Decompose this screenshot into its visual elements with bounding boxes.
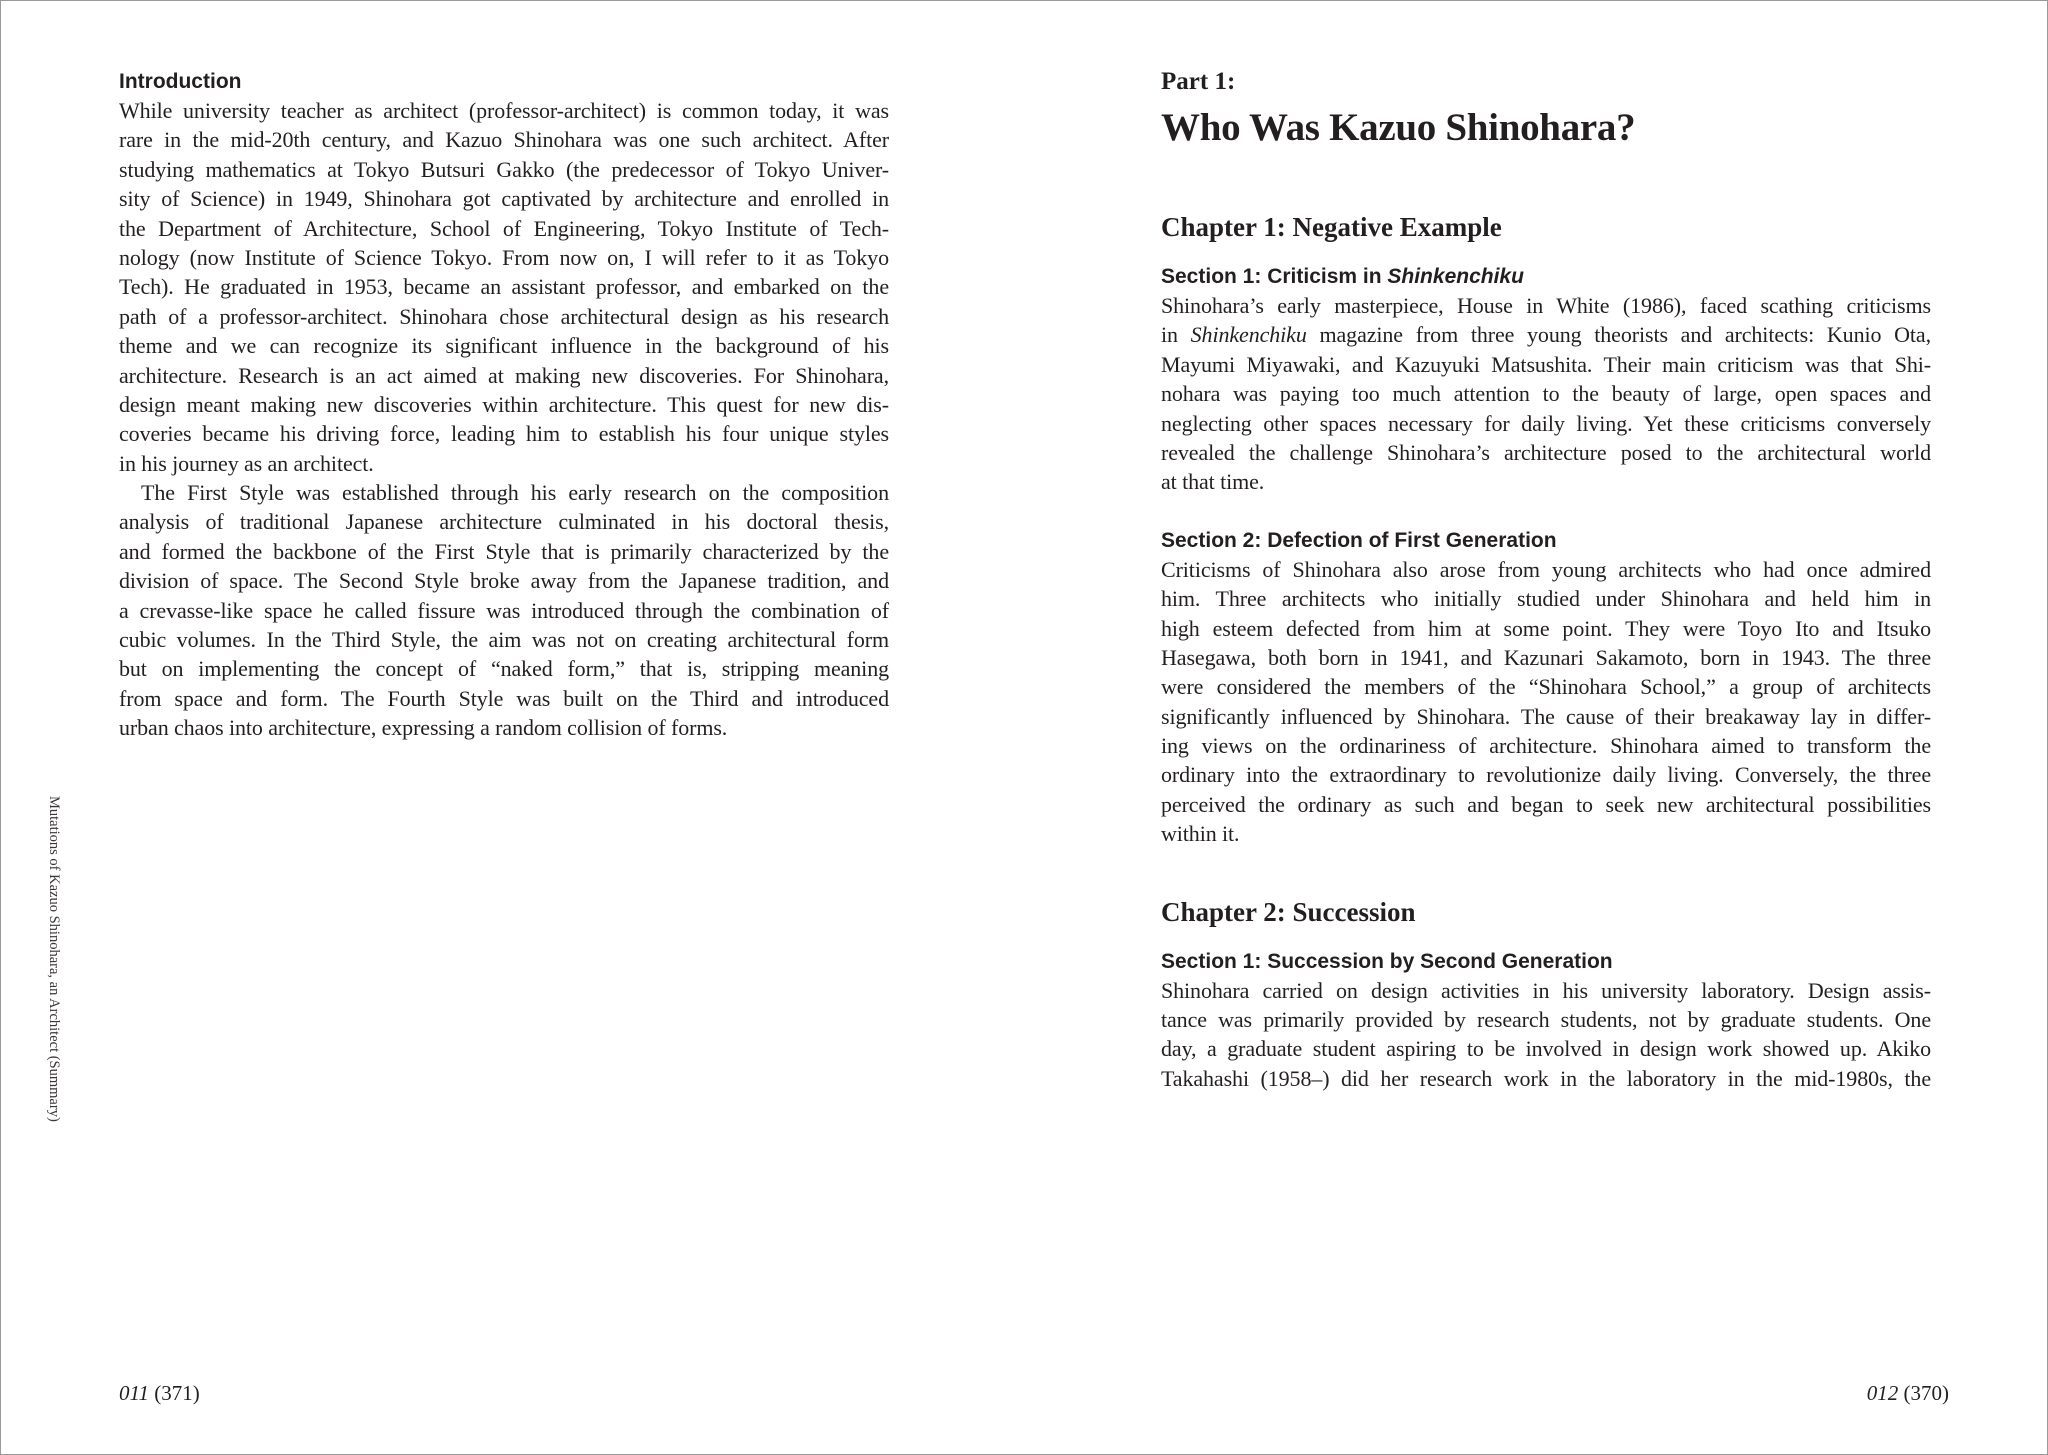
text-line: but on implementing the concept of “naked form,” that is, stripping meaning [119, 656, 889, 682]
left-text-column [119, 67, 889, 743]
text-line: rare in the mid-20th century, and Kazuo Shinohara was one such architect. After [119, 127, 889, 153]
text-line: design meant making new discoveries within architecture. This quest for new dis- [119, 391, 889, 417]
text-line: Shinohara carried on design activities in his university laboratory. Design assis- [1161, 977, 1931, 1003]
right-text-column [1161, 67, 1931, 1093]
text-line: revealed the challenge Shinohara’s architecture posed to the architectural world [1161, 439, 1931, 465]
text-line: While university teacher as architect (professor-architect) is common today, it was [119, 98, 889, 123]
section-title-text: Section 1: Succession by Second Generation [1161, 949, 1613, 973]
introduction-heading: Introduction [119, 70, 242, 93]
running-title: Mutations of Kazuo Shinohara, an Architect (Summary) [46, 796, 62, 1122]
text-line: cubic volumes. In the Third Style, the aim was not on creating architectural form [119, 627, 889, 653]
text-line: urban chaos into architecture, expressing a random collision of forms. [119, 715, 728, 741]
section-title-text: Section 1: Criticism in [1161, 265, 1388, 288]
text-line: studying mathematics at Tokyo Butsuri Gakko (the predecessor of Tokyo Univer- [119, 156, 889, 182]
text-line: day, a graduate student aspiring to be involved in design work showed up. Akiko [1161, 1036, 1931, 1062]
chapter-1-section-1-body [1161, 291, 1931, 497]
text-line: at that time. [1161, 469, 1265, 495]
page-number-right [1867, 1381, 1949, 1406]
chapter-1-section-1-title [1161, 262, 1931, 291]
chapter-2-section-1-title [1161, 947, 1931, 976]
text-line: Hasegawa, both born in 1941, and Kazunari Sakamoto, born in 1943. The three [1161, 644, 1931, 670]
chapter-1-section-2-body [1161, 555, 1931, 849]
text-line: Tech). He graduated in 1953, became an assistant professor, and embarked on the [119, 274, 889, 300]
chapter-2-title: Chapter 2: Succession [1161, 896, 1416, 927]
text-line: division of space. The Second Style broke away from the Japanese tradition, and [119, 568, 889, 594]
left-page [1, 1, 1024, 1454]
text-run: magazine from three young theorists and architects: Kunio Ota, [1306, 322, 1931, 348]
text-line: analysis of traditional Japanese architecture culminated in his doctoral thesis, [119, 509, 889, 535]
text-line: Shinohara’s early masterpiece, House in White (1986), faced scathing criticisms [1161, 293, 1931, 318]
text-line: Takahashi (1958–) did her research work in the laboratory in the mid-1980s, the [1161, 1065, 1931, 1091]
text-line: ordinary into the extraordinary to revolutionize daily living. Conversely, the three [1161, 762, 1931, 788]
folio-number: 012 [1866, 1381, 1899, 1405]
section-title-text: Section 2: Defection of First Generation [1161, 528, 1557, 552]
text-line: Mayumi Miyawaki, and Kazuyuki Matsushita. Their main criticism was that Shi- [1161, 351, 1931, 377]
text-line: in his journey as an architect. [119, 450, 374, 476]
text-line: Criticisms of Shinohara also arose from young architects who had once admired [1161, 556, 1931, 582]
part-title: Who Was Kazuo Shinohara? [1161, 106, 1636, 149]
section-title-italic: Shinkenchiku [1387, 265, 1524, 288]
text-line: nohara was paying too much attention to the beauty of large, open spaces and [1161, 381, 1931, 407]
text-line: were considered the members of the “Shinohara School,” a group of architects [1161, 674, 1931, 700]
chapter-1-title: Chapter 1: Negative Example [1161, 212, 1502, 242]
text-run: in [1161, 322, 1191, 348]
text-line: nology (now Institute of Science Tokyo. From now on, I will refer to it as Tokyo [119, 244, 889, 270]
chapter-2-section-1-body [1161, 976, 1931, 1094]
text-line: him. Three architects who initially studied under Shinohara and held him in [1161, 586, 1931, 612]
part-label: Part 1: [1161, 68, 1236, 95]
text-line: theme and we can recognize its significant influence in the background of his [119, 333, 889, 359]
text-line: from space and form. The Fourth Style was built on the Third and introduced [119, 685, 889, 711]
text-line: neglecting other spaces necessary for daily living. Yet these criticisms conversely [1161, 410, 1931, 436]
text-line: The First Style was established through his early research on the composition [141, 480, 889, 506]
intro-paragraph-2 [119, 478, 889, 743]
text-line: a crevasse-like space he called fissure was introduced through the combination of [119, 597, 889, 623]
text-line: sity of Science) in 1949, Shinohara got captivated by architecture and enrolled in [119, 186, 889, 212]
magazine-title-italic: Shinkenchiku [1190, 322, 1307, 348]
text-line: ing views on the ordinariness of architecture. Shinohara aimed to transform the [1161, 733, 1931, 759]
text-line: perceived the ordinary as such and began to seek new architectural possibilities [1161, 791, 1931, 817]
text-line [1161, 320, 1931, 349]
intro-paragraph-1 [119, 96, 889, 478]
folio-original-number: (371) [154, 1381, 200, 1405]
text-line: significantly influenced by Shinohara. The cause of their breakaway lay in differ- [1161, 703, 1931, 729]
text-line: coveries became his driving force, leading him to establish his four unique styles [119, 421, 889, 447]
text-line: path of a professor-architect. Shinohara chose architectural design as his research [119, 303, 889, 329]
text-line: high esteem defected from him at some point. They were Toyo Ito and Itsuko [1161, 615, 1931, 641]
text-line: tance was primarily provided by research students, not by graduate students. One [1161, 1007, 1931, 1033]
text-line: architecture. Research is an act aimed at making new discoveries. For Shinohara, [119, 362, 889, 388]
chapter-1-section-2-title [1161, 526, 1931, 555]
page-number-left [119, 1381, 200, 1406]
text-line: the Department of Architecture, School of Engineering, Tokyo Institute of Tech- [119, 215, 889, 241]
folio-original-number: (370) [1903, 1381, 1949, 1405]
folio-number: 011 [119, 1381, 149, 1405]
text-line: within it. [1161, 821, 1240, 847]
right-page [1024, 1, 2047, 1454]
text-line: and formed the backbone of the First Style that is primarily characterized by the [119, 538, 889, 564]
